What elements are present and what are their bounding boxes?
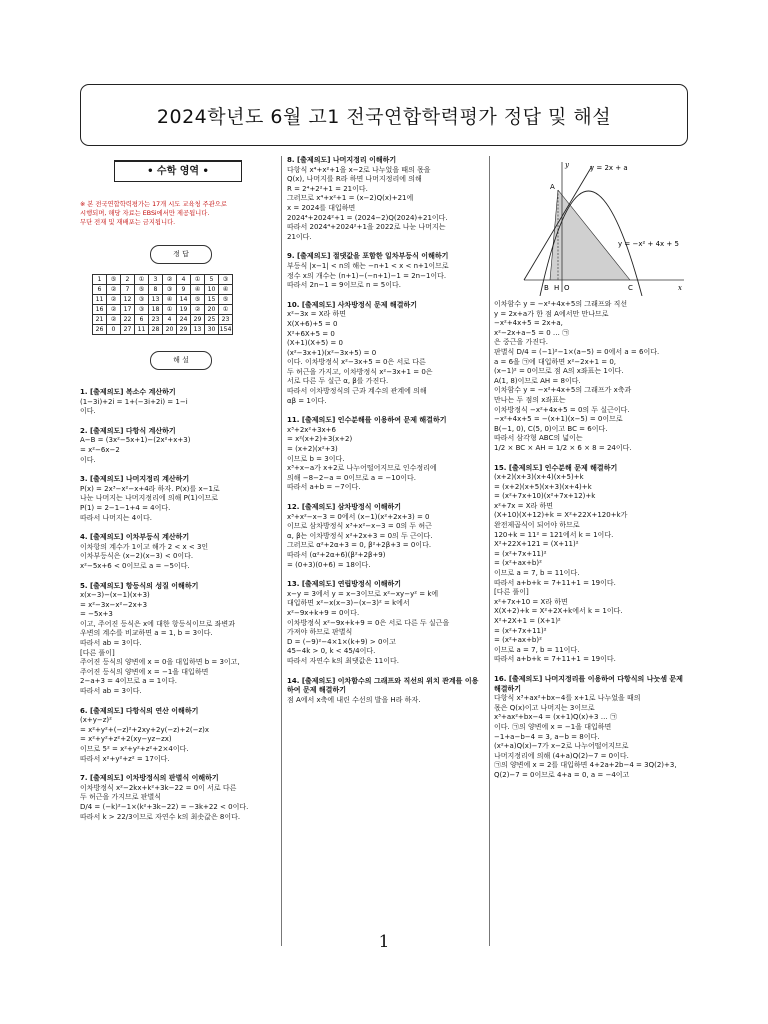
answer-value: ②	[107, 285, 121, 295]
solution-line: 나눈 나머지는 나머지정리에 의해 P(1)이므로	[80, 494, 218, 503]
item-heading: 15. [출제의도] 인수분해 문제 해결하기	[494, 463, 618, 472]
solution-line: x²−3x = X라 하면	[287, 310, 347, 319]
solution-line: 주어진 등식의 양변에 x = 0을 대입하면 b = 3이고,	[80, 658, 240, 667]
explanation-item	[80, 582, 274, 697]
answer-number: 11	[93, 295, 107, 305]
solution-line: 의해 −8−2−a = 0이므로 a = −10이다.	[287, 473, 416, 482]
solution-line: 이므로 5² = x²+y²+z²+2×4이다.	[80, 745, 189, 753]
solution-line: A(1, 8)이므로 AH = 8이다.	[494, 376, 581, 385]
solution-line: a = 6을 ㉠에 대입하면 x²−2x+1 = 0,	[494, 357, 617, 366]
answer-value: ⑤	[107, 275, 121, 285]
answer-row	[93, 325, 233, 335]
solution-line: = (x+2)(x+5)(x+3)(x+4)+k	[494, 482, 592, 491]
copyright-notice	[80, 200, 274, 227]
explanation-item	[80, 774, 274, 822]
explanation-item	[80, 388, 274, 417]
item-heading: 2. [출제의도] 다항식 계산하기	[80, 426, 176, 435]
item-heading: 12. [출제의도] 삼차방정식 이해하기	[287, 503, 402, 511]
answer-number: 5	[205, 275, 219, 285]
answer-value: ⑤	[219, 295, 233, 305]
answer-number: 13	[149, 295, 163, 305]
solution-line: = (x²+ax+b)²	[494, 559, 542, 568]
explanation-item	[287, 301, 483, 407]
solution-line: 이고, 주어진 등식은 x에 대한 항등식이므로 좌변과	[80, 619, 235, 628]
solution-line: A−B = (3x²−5x+1)−(2x²+x+3)	[80, 436, 191, 445]
solution-line: X(X+6)+5 = 0	[287, 319, 338, 328]
explanation-item	[287, 252, 483, 290]
solution-line: 이차방정식 x²−2kx+k²+3k−22 = 0이 서로 다른	[80, 783, 237, 792]
solution-line: 이다. 이차방정식 x²−3x+5 = 0은 서로 다른	[287, 358, 426, 367]
solution-line: 따라서 a+b+k = 7+11+1 = 19이다.	[494, 578, 616, 587]
answer-number: 6	[93, 285, 107, 295]
parabola-line-graph	[494, 156, 690, 296]
explanation-item	[80, 707, 274, 765]
solution-line: = x²−6x−2	[80, 445, 120, 454]
solution-line: 따라서 ab = 3이다.	[80, 639, 142, 648]
answer-number: 28	[149, 325, 163, 335]
solution-line: 이다.	[80, 455, 96, 464]
solution-line: 21이다.	[287, 232, 312, 241]
explanation-label: 해 설	[150, 351, 212, 370]
solution-line: 이차방정식 x²−9x+k+9 = 0은 서로 다른 두 실근을	[287, 618, 450, 627]
item-heading: 10. [출제의도] 사차방정식 문제 해결하기	[287, 300, 417, 309]
answer-value: 23	[219, 315, 233, 325]
solution-line: x−y = 3에서 y = x−3이므로 x²−xy−y² = k에	[287, 589, 439, 598]
answer-value: 0	[107, 325, 121, 335]
solution-line: = (x²+7x+11)²	[494, 626, 547, 635]
item-heading: 6. [출제의도] 다항식의 연산 이해하기	[80, 706, 199, 715]
solution-line: R = 2⁴+2²+1 = 21이다.	[287, 184, 368, 193]
answer-number: 19	[177, 305, 191, 315]
solution-line: = x²(x+2)+3(x+2)	[287, 435, 353, 444]
answer-value: 29	[191, 315, 205, 325]
answer-number: 17	[121, 305, 135, 315]
solution-line: = (x²+7x+11)²	[494, 549, 547, 558]
answer-value: 154	[219, 325, 232, 333]
answer-number: 14	[177, 295, 191, 305]
solution-line: x²+7x = X라 하면	[494, 501, 554, 510]
point-o-label: O	[564, 284, 570, 292]
answer-number: 25	[205, 315, 219, 325]
point-c-label: C	[628, 284, 633, 292]
answer-number: 24	[177, 315, 191, 325]
right-column	[494, 156, 690, 781]
solution-line: X(X+2)+k = X²+2X+k에서 k = 1이다.	[494, 607, 623, 616]
answer-value: ①	[191, 275, 205, 285]
subject-heading: • 수학 영역 •	[114, 160, 242, 182]
solution-line: (x²−3x+1)(x²−3x+5) = 0	[287, 348, 377, 357]
solution-line: y = 2x+a가 한 점 A에서만 만나므로	[494, 309, 609, 318]
y-axis-label: y	[565, 161, 569, 169]
item-heading: 5. [출제의도] 항등식의 성질 이해하기	[80, 581, 199, 590]
solution-line: 이차항의 계수가 1이고 해가 2 < x < 3인	[80, 542, 209, 551]
solution-line: 따라서 나머지는 4이다.	[80, 513, 152, 522]
solution-line: x³+2x²+3x+6	[287, 425, 336, 434]
answer-value: 6	[135, 315, 149, 325]
answer-value: ②	[163, 275, 177, 285]
solution-line: 정수 x의 개수는 (n+1)−(−n+1)−1 = 2n−1이다.	[287, 271, 447, 280]
solution-line: 이차부등식은 (x−2)(x−3) < 0이다.	[80, 552, 194, 561]
explanation-item	[80, 475, 274, 523]
answer-value: ①	[163, 305, 177, 315]
solution-line: 따라서 자연수 k의 최댓값은 11이다.	[287, 656, 399, 665]
solution-line: 따라서 x²+y²+z² = 17이다.	[80, 754, 170, 763]
solution-line: = x²−3x−x²−2x+3	[80, 600, 148, 609]
explanation-item	[80, 533, 274, 571]
explanation-item	[80, 427, 274, 465]
answer-row	[93, 305, 233, 315]
page-title: 2024학년도 6월 고1 전국연합학력평가 정답 및 해설	[80, 84, 688, 146]
answer-table	[92, 274, 233, 335]
answer-number: 22	[121, 315, 135, 325]
answer-number: 10	[205, 285, 219, 295]
answer-number: 7	[121, 285, 135, 295]
solution-line: x³+ax²+bx−4 = (x+1)Q(x)+3 … ㉠	[494, 713, 617, 722]
solution-line: = (0+3)(0+6) = 18이다.	[287, 560, 371, 569]
notice-line: ※ 본 전국연합학력평가는 17개 시도 교육청 주관으로	[80, 201, 227, 208]
answer-row	[93, 275, 233, 285]
solution-line: D/4 = (−k)²−1×(k²+3k−22) = −3k+22 < 0이다.	[80, 802, 249, 811]
solution-line: X²+6X+5 = 0	[287, 329, 335, 338]
solution-line: 나머지정리에 의해 (4+a)Q(2)−7 = 0이다.	[494, 751, 629, 760]
left-explanations	[80, 388, 274, 822]
solution-line: 따라서 ab = 3이다.	[80, 687, 142, 696]
solution-line: x²+7x+10 = X라 하면	[494, 597, 568, 606]
answer-label: 정 답	[150, 245, 212, 264]
item-heading: 16. [출제의도] 나머지정리를 이용하여 다항식의 나눗셈 문제 해결하기	[494, 674, 683, 693]
item-heading: 9. [출제의도] 절댓값을 포함한 일차부등식 이해하기	[287, 252, 449, 261]
answer-number: 18	[149, 305, 163, 315]
solution-line: 만나는 두 점의 x좌표는	[494, 395, 566, 404]
solution-line: 주어진 등식의 양변에 x = −1을 대입하면	[80, 667, 209, 676]
middle-explanations	[287, 156, 483, 705]
solution-line: x²−5x+6 < 0이므로 a = −5이다.	[80, 561, 190, 570]
solution-line: X²+22X+121 = (X+11)²	[494, 540, 579, 549]
parabola-label: y = −x² + 4x + 5	[618, 240, 679, 248]
solution-line: x(x−3)−(x−1)(x+3)	[80, 591, 150, 600]
answer-value: ②	[107, 305, 121, 315]
explanation-item	[287, 416, 483, 493]
solution-line: 이차함수 y = −x²+4x+5의 그래프와 직선	[494, 300, 628, 308]
answer-number: 16	[93, 305, 107, 315]
solution-line: = (x²+7x+10)(x²+7x+12)+k	[494, 492, 596, 501]
solution-line: 은 중근을 가진다.	[494, 338, 549, 347]
answer-value: ①	[219, 305, 233, 315]
solution-line: 다항식 x⁴+x²+1을 x−2로 나누었을 때의 몫을	[287, 165, 431, 174]
solution-line: 두 허근을 가지고, 이차방정식 x²−3x+1 = 0은	[287, 367, 433, 376]
solution-line: (1−3i)+2i = 1+(−3i+2i) = 1−i	[80, 397, 188, 406]
item-heading: 13. [출제의도] 연립방정식 이해하기	[287, 580, 402, 589]
answer-row	[93, 315, 233, 325]
middle-column	[287, 156, 483, 705]
answer-value: ④	[163, 295, 177, 305]
solution-line: α, β는 이차방정식 x²+2x+3 = 0의 두 근이다.	[287, 531, 433, 540]
solution-line: 판별식 D/4 = (−1)²−1×(a−5) = 0에서 a = 6이다.	[494, 347, 660, 356]
solution-line: 대입하면 x²−x(x−3)−(x−3)² = k에서	[287, 599, 410, 608]
explanation-item	[494, 300, 690, 454]
answer-number: 20	[205, 305, 219, 315]
answer-value: ⑤	[191, 295, 205, 305]
solution-line: 이므로 a = 7, b = 11이다.	[494, 569, 580, 578]
answer-number: 21	[93, 315, 107, 325]
answer-number: 29	[177, 325, 191, 335]
solution-line: B(−1, 0), C(5, 0)이고 BC = 6이다.	[494, 424, 608, 433]
solution-line: 이므로 삼차방정식 x³+x²−x−3 = 0의 두 허근	[287, 522, 432, 531]
answer-value: 4	[163, 315, 177, 325]
answer-value: 13	[191, 325, 205, 335]
answer-number: 9	[177, 285, 191, 295]
solution-line: (x²+a)Q(x)−7가 x−2로 나누어떨어지므로	[494, 742, 629, 751]
answer-number: 30	[205, 325, 219, 335]
answer-number: 26	[93, 325, 107, 335]
item-heading: 11. [출제의도] 인수분해를 이용하여 문제 해결하기	[287, 416, 447, 425]
answer-value: ⑤	[135, 285, 149, 295]
item-heading: 4. [출제의도] 이차부등식 계산하기	[80, 533, 190, 542]
solution-line: 2024⁴+2024²+1 = (2024−2)Q(2024)+21이다.	[287, 213, 448, 222]
answer-value: 11	[135, 325, 149, 335]
solution-line: (X+10)(X+12)+k = X²+22X+120+k가	[494, 511, 628, 520]
answer-number: 4	[177, 275, 191, 285]
solution-line: 이므로 b = 3이다.	[287, 454, 345, 463]
solution-line: 부등식 |x−1| < n의 해는 −n+1 < x < n+1이므로	[287, 261, 449, 270]
solution-line: Q(2)−7 = 0이므로 4+a = 0, a = −4이고	[494, 770, 630, 779]
answer-number: 27	[121, 325, 135, 335]
solution-line: (x−1)² = 0이므로 점 A의 x좌표는 1이다.	[494, 367, 624, 376]
x-axis-label: x	[678, 284, 682, 292]
solution-line: 따라서 k > 22/3이므로 자연수 k의 최솟값은 8이다.	[80, 812, 241, 821]
answer-value: ③	[135, 295, 149, 305]
column-divider-1	[281, 156, 282, 946]
solution-line: 따라서 이차방정식의 근과 계수의 관계에 의해	[287, 387, 427, 396]
solution-line: X²+2X+1 = (X+1)²	[494, 617, 561, 625]
solution-line: 그러므로 α²+2α+3 = 0, β²+2β+3 = 0이다.	[287, 541, 432, 550]
answer-value: ②	[107, 315, 121, 325]
point-b-label: B	[544, 284, 549, 292]
solution-line: 다항식 x³+ax²+bx−4를 x+1로 나누었을 때의	[494, 694, 641, 703]
solution-line: x³+x²−x−3 = 0에서 (x−1)(x²+2x+3) = 0	[287, 512, 430, 521]
solution-line: (X+1)(X+5) = 0	[287, 339, 343, 348]
point-a-label: A	[550, 183, 555, 191]
solution-line: 이차함수 y = −x²+4x+5의 그래프가 x축과	[494, 386, 632, 395]
solution-line: 따라서 삼각형 ABC의 넓이는	[494, 434, 583, 443]
solution-line: 따라서 2024⁴+2024²+1을 2022로 나눈 나머지는	[287, 223, 446, 232]
answer-number: 15	[205, 295, 219, 305]
solution-line: 45−4k > 0, k < 45/4이다.	[287, 647, 376, 656]
answer-row	[93, 295, 233, 305]
answer-value: ②	[107, 295, 121, 305]
solution-line: = −5x+3	[80, 610, 113, 619]
answer-row	[93, 285, 233, 295]
solution-line: 따라서 (α²+2α+6)(β²+2β+9)	[287, 550, 386, 559]
solution-line: = (x²+ax+b)²	[494, 636, 542, 645]
explanation-item	[494, 464, 690, 665]
solution-line: 따라서 a+b+k = 7+11+1 = 19이다.	[494, 655, 616, 664]
solution-line: −1+a−b−4 = 3, a−b = 8이다.	[494, 732, 600, 741]
solution-line: 이차방정식 −x²+4x+5 = 0의 두 실근이다.	[494, 405, 630, 414]
answer-value: ④	[219, 285, 233, 295]
answer-value: ②	[191, 305, 205, 315]
point-h-label: H	[554, 284, 560, 292]
answer-number: 23	[149, 315, 163, 325]
explanation-item	[287, 677, 483, 706]
solution-line: D = (−9)²−4×1×(k+9) > 0이고	[287, 637, 396, 646]
solution-line: x = 2024를 대입하면	[287, 203, 356, 212]
solution-line: P(1) = 2−1−1+4 = 4이다.	[80, 503, 171, 512]
solution-line: 이다.	[80, 407, 96, 416]
answer-value: ③	[219, 275, 233, 285]
notice-line: 시행되며, 해당 자료는 EBSi에서만 제공됩니다.	[80, 210, 210, 217]
solution-line: Q(x), 나머지를 R라 하면 나머지정리에 의해	[287, 175, 422, 184]
answer-value: ③	[163, 285, 177, 295]
solution-line: 따라서 2n−1 = 9이므로 n = 5이다.	[287, 281, 401, 290]
solution-line: 점 A에서 x축에 내린 수선의 발을 H라 하자.	[287, 695, 421, 704]
solution-line: (x+y−z)²	[80, 716, 112, 725]
solution-line: 완전제곱식이 되어야 하므로	[494, 521, 580, 530]
solution-line: 1/2 × BC × AH = 1/2 × 6 × 8 = 24이다.	[494, 443, 632, 452]
solution-line: 120+k = 11² = 121에서 k = 1이다.	[494, 530, 614, 539]
explanation-item	[287, 503, 483, 570]
explanation-item	[287, 156, 483, 242]
solution-line: ㉠의 양변에 x = 2를 대입하면 4+2a+2b−4 = 3Q(2)+3,	[494, 761, 677, 770]
answer-value: ④	[191, 285, 205, 295]
solution-line: [다른 풀이]	[494, 588, 529, 597]
item-heading: 8. [출제의도] 나머지정리 이해하기	[287, 156, 397, 164]
solution-line: (x+2)(x+3)(x+4)(x+5)+k	[494, 473, 584, 482]
solution-line: = x²+y²+z²+2(xy−yz−zx)	[80, 735, 172, 744]
solution-line: 이므로 a = 7, b = 11이다.	[494, 645, 580, 654]
solution-line: P(x) = 2x³−x²−x+4라 하자. P(x)를 x−1로	[80, 484, 220, 493]
solution-line: 두 허근을 가지므로 판별식	[80, 793, 162, 802]
column-divider-2	[489, 156, 490, 946]
item-heading: 1. [출제의도] 복소수 계산하기	[80, 388, 176, 396]
solution-line: 따라서 a+b = −7이다.	[287, 483, 361, 492]
answer-number: 12	[121, 295, 135, 305]
answer-value: 20	[163, 325, 177, 335]
solution-line: 우변의 계수를 비교하면 a = 1, b = 3이다.	[80, 629, 213, 638]
solution-line: 그러므로 x⁴+x²+1 = (x−2)Q(x)+21에	[287, 194, 414, 203]
solution-line: x²−9x+k+9 = 0이다.	[287, 608, 360, 617]
notice-line: 무단 전재 및 재배포는 금지됩니다.	[80, 219, 176, 226]
answer-number: 2	[121, 275, 135, 285]
solution-line: [다른 풀이]	[80, 648, 115, 657]
page-number: 1	[378, 932, 390, 952]
solution-line: 서로 다른 두 실근 α, β를 가진다.	[287, 377, 389, 386]
item-heading: 7. [출제의도] 이차방정식의 판별식 이해하기	[80, 774, 219, 783]
solution-line: αβ = 1이다.	[287, 396, 327, 405]
solution-line: 가져야 하므로 판별식	[287, 628, 353, 637]
answer-value: ①	[135, 275, 149, 285]
explanation-item	[287, 580, 483, 666]
item-heading: 3. [출제의도] 나머지정리 계산하기	[80, 475, 190, 484]
solution-line: 2−a+3 = 4이므로 a = 1이다.	[80, 677, 178, 686]
answer-value: ③	[135, 305, 149, 315]
solution-line: −x²+4x+5 = 2x+a,	[494, 319, 563, 328]
explanation-item	[494, 675, 690, 781]
solution-line: −x²+4x+5 = −(x+1)(x−5) = 0이므로	[494, 415, 623, 424]
item-heading: 14. [출제의도] 이차함수의 그래프와 직선의 위치 관계를 이용하여 문제 해결하기	[287, 676, 479, 695]
solution-line: x³+x−a가 x+2로 나누어떨어지므로 인수정리에	[287, 464, 437, 473]
answer-number: 3	[149, 275, 163, 285]
answer-number: 1	[93, 275, 107, 285]
solution-line: 이다. ㉠의 양변에 x = −1을 대입하면	[494, 722, 612, 731]
solution-line: = (x+2)(x²+3)	[287, 445, 338, 454]
solution-line: = x²+y²+(−z)²+2xy+2y(−z)+2(−z)x	[80, 725, 210, 734]
solution-line: 몫은 Q(x)이고 나머지는 3이므로	[494, 703, 595, 712]
solution-line: x²−2x+a−5 = 0 … ㉠	[494, 328, 570, 337]
line-label: y = 2x + a	[590, 164, 628, 172]
left-column	[80, 156, 274, 822]
answer-number: 8	[149, 285, 163, 295]
right-explanations	[494, 300, 690, 781]
